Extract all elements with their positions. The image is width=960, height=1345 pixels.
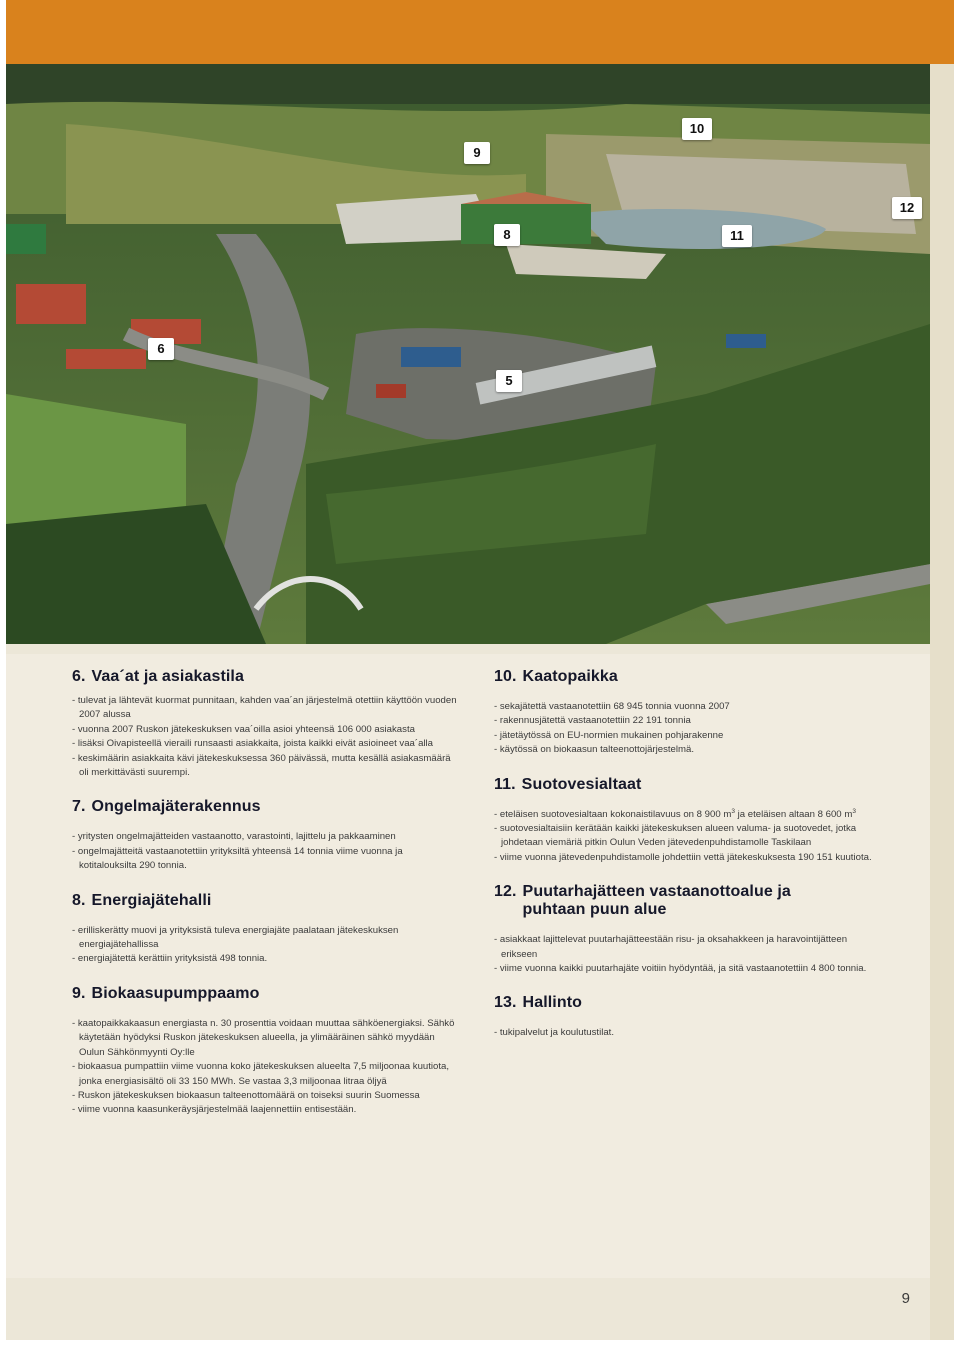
section-6-number: 6. [72,668,86,685]
list-item: - vuonna 2007 Ruskon jätekeskuksen vaa´oilla asioi yhteensä 106 000 asiakasta [72,723,462,737]
area-marker-10: 10 [682,118,712,140]
section-11 [494,776,884,866]
list-item: - rakennusjätettä vastaanotettiin 22 191 tonnia [494,714,884,728]
section-13 [494,994,884,1040]
area-marker-5: 5 [496,370,522,392]
list-item: - kaatopaikkakaasun energiasta n. 30 prosenttia voidaan muuttaa sähköenergiaksi. Sähkö käytetään hyödyksi Ruskon jätekeskuksen alueella, ja ylimääräinen sähkö myydään Oulun Sähkönmyynti Oy:lle [72,1017,462,1060]
list-item: - ongelmajätteitä vastaanotettiin yrityksiltä yhteensä 14 tonnia viime vuonna ja kotitalouksilta 290 tonnia. [72,845,462,874]
list-item: - Ruskon jätekeskuksen biokaasun talteenottomäärä on toiseksi suurin Suomessa [72,1089,462,1103]
list-item: - keskimäärin asiakkaita kävi jätekeskuksessa 360 päivässä, mutta kesällä asiakasmäärä oli merkittävästi suurempi. [72,752,462,781]
section-8-list [72,924,462,967]
aerial-photo [6,64,930,644]
area-marker-6: 6 [148,338,174,360]
section-8-title: Energiajätehalli [91,891,212,909]
section-13-title: Hallinto [522,994,583,1012]
section-12 [494,883,884,976]
list-item: - viime vuonna jätevedenpuhdistamolle johdettiin vettä jätekeskuksesta 190 151 kuutiota. [494,851,884,865]
list-item: - energiajätettä kerättiin yrityksistä 498 tonnia. [72,952,462,966]
list-item: - asiakkaat lajittelevat puutarhajätteestään risu- ja oksahakkeen ja haravointijätteen erikseen [494,933,884,962]
list-item: - sekajätettä vastaanotettiin 68 945 tonnia vuonna 2007 [494,700,884,714]
page-number: 9 [901,1290,910,1307]
list-item: - yritysten ongelmajätteiden vastaanotto, varastointi, lajittelu ja pakkaaminen [72,830,462,844]
section-13-number: 13. [494,994,517,1012]
section-8-heading [72,892,462,910]
list-item: - jätetäytössä on EU-normien mukainen pohjarakenne [494,729,884,743]
section-12-heading [494,883,884,919]
area-marker-12: 12 [892,197,922,219]
superscript: 3 [731,807,735,815]
section-6 [72,668,462,780]
top-color-bar [6,0,954,64]
list-item: - viime vuonna kaasunkeräysjärjestelmää laajennettiin entisestään. [72,1103,462,1117]
list-item: - viime vuonna kaikki puutarhajäte voitiin hyödyntää, ja sitä vastaanotettiin 4 800 tonnia. [494,962,884,976]
section-6-heading [72,668,462,686]
section-7-number: 7. [72,798,86,816]
area-marker-9: 9 [464,142,490,164]
section-9-heading [72,985,462,1003]
list-item: - lisäksi Oivapisteellä vieraili runsaasti asiakkaita, joista kaikki eivät asioineet vaa´alla [72,737,462,751]
section-7-title: Ongelmajäterakennus [91,798,261,816]
section-9-list [72,1017,462,1118]
section-10-heading [494,668,884,686]
section-13-list [494,1026,884,1040]
section-9-title: Biokaasupumppaamo [91,984,260,1002]
list-item: - käytössä on biokaasun talteenottojärjestelmä. [494,743,884,757]
section-8 [72,892,462,967]
list-item: - tukipalvelut ja koulutustilat. [494,1026,884,1040]
section-9 [72,985,462,1118]
section-6-title: Vaa´at ja asiakastila [91,668,244,685]
superscript: 3 [852,807,856,815]
right-column [494,668,884,1059]
text-content [6,654,930,1278]
right-margin-strip [930,64,954,1340]
list-item: - biokaasua pumpattiin viime vuonna koko jätekeskuksen alueelta 7,5 miljoonaa kuutiota, jonka energiasisältö oli 33 150 MWh. Se vastaa 3,3 miljoonaa litraa öljyä [72,1060,462,1089]
section-6-list [72,694,462,780]
section-9-number: 9. [72,984,86,1002]
list-item: - erilliskerätty muovi ja yrityksistä tuleva energiajäte paalataan jätekeskuksen energiajätehallissa [72,924,462,953]
section-10-number: 10. [494,668,517,685]
section-10 [494,668,884,758]
section-12-number: 12. [494,883,517,901]
section-10-title: Kaatopaikka [522,668,618,685]
section-11-title: Suotovesialtaat [521,775,642,793]
volume-text-a: eteläisen suotovesialtaan kokonaistilavuus on 8 900 m [499,808,732,820]
list-item: - tulevat ja lähtevät kuormat punnitaan, kahden vaa´an järjestelmä otettiin käyttöön vuoden 2007 alussa [72,694,462,723]
section-7-list [72,830,462,873]
left-column [72,668,462,1136]
section-11-list [494,808,884,866]
section-13-heading [494,994,884,1012]
section-11-number: 11. [494,775,516,793]
section-12-title: Puutarhajätteen vastaanottoalue ja puhtaan puun alue [522,883,791,919]
section-7 [72,798,462,873]
section-12-list [494,933,884,976]
area-marker-11: 11 [722,225,752,247]
list-item: - suotovesialtaisiin kerätään kaikki jätekeskuksen alueen valuma- ja suotovedet, jotka johdetaan viemäriä pitkin Oulun Veden jätevedenpuhdistamolle Taskilaan [494,822,884,851]
list-item [494,808,884,822]
section-11-heading [494,776,884,794]
section-7-heading [72,798,462,816]
section-8-number: 8. [72,891,86,909]
section-10-list [494,700,884,758]
area-marker-8: 8 [494,224,520,246]
volume-text-b: ja eteläisen altaan 8 600 m [734,808,853,820]
